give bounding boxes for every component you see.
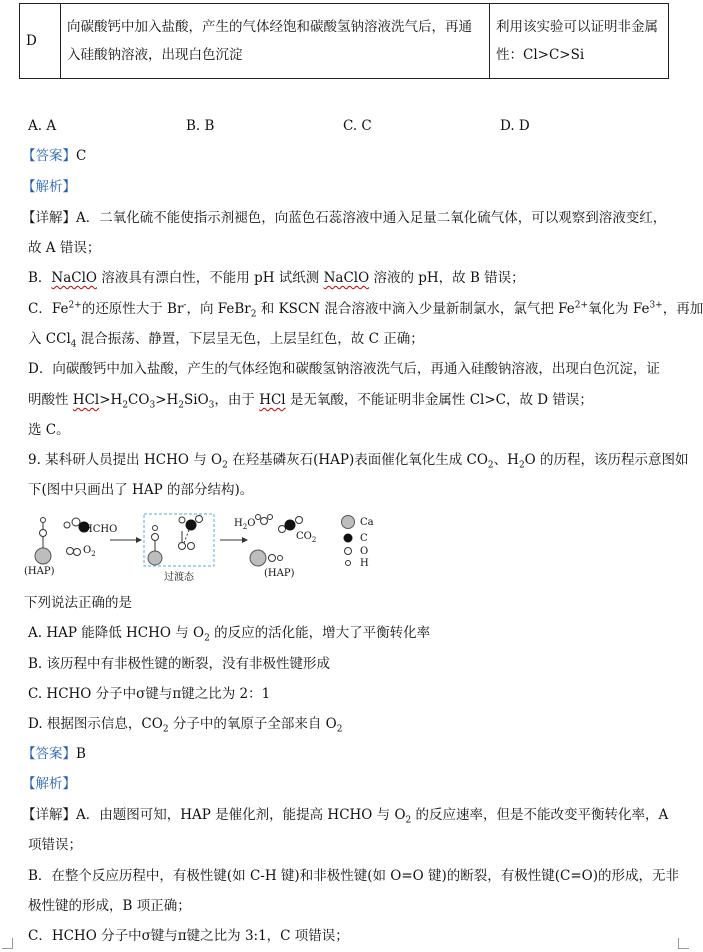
text: 分子中的氧原子全部来自 O xyxy=(168,716,337,732)
text: >H xyxy=(99,392,123,408)
analysis-tag: 【解析】 xyxy=(22,776,76,792)
text: 在羟基磷灰石(HAP)表面催化氧化生成 CO xyxy=(227,452,488,468)
text: O 的历程，该历程示意图如 xyxy=(524,452,689,468)
question-prompt: 下列说法正确的是 xyxy=(24,595,132,611)
subscript: 4 xyxy=(70,339,77,350)
detail-tag: 【详解】 xyxy=(22,210,76,226)
detail-tag: 【详解】 xyxy=(22,807,76,823)
h-atom xyxy=(278,556,283,561)
o-atom xyxy=(152,534,159,541)
h-atom xyxy=(256,515,261,520)
subscript: 2 xyxy=(178,400,185,411)
h-atom xyxy=(179,517,185,523)
h-atom xyxy=(64,522,70,528)
conclusion-cell xyxy=(490,4,669,79)
text: 的反应的活化能，增大了平衡转化率 xyxy=(209,625,431,641)
subscript: 3 xyxy=(149,400,156,411)
legend-c-label: C xyxy=(360,533,368,544)
text: 氧化为 Fe xyxy=(588,301,650,317)
subscript: 3 xyxy=(208,400,215,411)
detail-line xyxy=(28,300,703,318)
arrow-head xyxy=(242,537,248,543)
co2-label: $CO_2$ xyxy=(296,531,317,544)
text: HCl xyxy=(259,392,286,408)
text: A．由题图可知，HAP 是催化剂，能提高 HCHO 与 O xyxy=(76,807,406,823)
text: >H xyxy=(155,392,179,408)
answer-tag: 【答案】 xyxy=(22,746,76,762)
legend-h-symbol xyxy=(346,561,351,566)
superscript: 2+ xyxy=(68,300,82,311)
text: C．Fe xyxy=(28,301,69,317)
text: B． xyxy=(28,270,52,286)
text: 是无氧酸，不能证明非金属性 Cl>C，故 D 错误； xyxy=(285,392,593,408)
stage-reactants xyxy=(24,518,117,578)
conclusion-line: 利用该实验可以证明非金属 xyxy=(496,19,658,35)
o-atom xyxy=(269,555,276,562)
detail-line: B．在整个反应历程中，有极性键(如 C-H 键)和非极性键(如 O=O 键)的断裂，有极性键(C=O)的形成，无非 xyxy=(28,868,680,884)
c-atom xyxy=(186,520,197,531)
legend-c-symbol xyxy=(344,534,353,543)
detail-line: 极性键的形成，B 项正确； xyxy=(28,898,191,914)
legend xyxy=(342,516,374,570)
subscript: 2 xyxy=(336,724,343,735)
subscript: 2 xyxy=(162,724,169,735)
choice-b: B. B xyxy=(186,118,215,134)
c-atom xyxy=(285,520,296,531)
text: 明酸性 xyxy=(28,392,73,408)
text: D. 根据图示信息，CO xyxy=(28,716,163,732)
answer-value: B xyxy=(76,746,86,762)
o-atom xyxy=(40,530,47,537)
text: SiO xyxy=(184,392,209,408)
hap-label: (HAP) xyxy=(24,566,55,577)
o-atom xyxy=(196,516,203,523)
hap-label: (HAP) xyxy=(264,568,295,579)
stage-transition xyxy=(144,514,214,583)
page-corner-mark xyxy=(678,938,689,949)
stage-products xyxy=(234,515,316,580)
experiment-line: 向碳酸钙中加入盐酸，产生的气体经饱和碳酸氢钠溶液洗气后，再通 xyxy=(67,19,472,35)
conclusion-line: 性：Cl>C>Si xyxy=(496,47,585,63)
text: CO xyxy=(128,392,150,408)
text: 混合振荡、静置，下层呈无色，上层呈红色，故 C 正确； xyxy=(76,331,424,347)
choice-c: C. C xyxy=(343,118,372,134)
o-atom xyxy=(72,518,80,526)
h-atom xyxy=(268,515,273,520)
text: 、H xyxy=(493,452,519,468)
answer-tag: 【答案】 xyxy=(22,148,76,164)
subscript: 2 xyxy=(487,460,494,471)
detail-line xyxy=(22,806,668,824)
h2o-label: $H_2O$ xyxy=(234,518,256,531)
text: 溶液具有漂白性，不能用 pH 试纸测 xyxy=(97,270,324,286)
text: 入 CCl xyxy=(28,331,71,347)
question-stem xyxy=(28,451,689,469)
legend-ca-label: Ca xyxy=(360,517,374,528)
text: 溶液的 pH，故 B 错误； xyxy=(369,270,525,286)
o-atom xyxy=(296,517,303,524)
text: ，由于 xyxy=(214,392,260,408)
ca-atom xyxy=(250,550,266,566)
h-atom xyxy=(153,526,158,531)
subscript: 2 xyxy=(204,633,210,644)
text: NaClO xyxy=(323,270,370,286)
superscript: 2+ xyxy=(574,300,589,311)
table-row xyxy=(20,4,669,79)
subscript: 2 xyxy=(250,309,257,320)
o-atom xyxy=(279,526,286,533)
detail-line: C．HCHO 分子中σ键与π键之比为 3:1，C 项错误； xyxy=(28,928,349,944)
hcho-label: HCHO xyxy=(84,524,118,535)
o-atom xyxy=(261,518,268,525)
text: HCl xyxy=(72,392,100,408)
option-c: C. HCHO 分子中σ键与π键之比为 2：1 xyxy=(28,686,271,702)
legend-ca-symbol xyxy=(342,516,355,529)
o-atom xyxy=(179,543,186,550)
text: 和 KSCN 混合溶液中滴入少量新制氯水，氯气把 Fe xyxy=(256,301,575,317)
legend-o-label: O xyxy=(360,546,369,557)
o-atom xyxy=(67,548,74,555)
option-b: B. 该历程中有非极性键的断裂，没有非极性键形成 xyxy=(28,656,331,672)
choice-d: D. D xyxy=(500,118,530,134)
superscript: - xyxy=(183,300,187,311)
answer-value: C xyxy=(76,148,87,164)
analysis-tag: 【解析】 xyxy=(22,179,76,195)
legend-o-symbol xyxy=(345,548,352,555)
page-corner-mark xyxy=(2,938,13,949)
options-table xyxy=(19,3,669,79)
answer-line xyxy=(22,745,86,763)
mechanism-figure xyxy=(24,506,384,586)
option-a xyxy=(28,624,430,642)
choice-a: A. A xyxy=(28,118,57,134)
detail-text: A．二氧化硫不能使指示剂褪色，向蓝色石蕊溶液中通入足量二氧化硫气体，可以观察到溶液变红， xyxy=(76,210,667,226)
text: ，再加 xyxy=(662,301,703,317)
text: ，向 FeBr xyxy=(186,301,251,317)
detail-line xyxy=(28,391,593,409)
h-atom xyxy=(41,518,46,523)
answer-line xyxy=(22,147,86,165)
question-stem: 下(图中只画出了 HAP 的部分结构)。 xyxy=(28,482,254,498)
o2-label: $O_2$ xyxy=(83,545,96,558)
text: 的反应速率，但是不能改变平衡转化率，A xyxy=(411,807,669,823)
detail-line xyxy=(22,209,666,227)
detail-line xyxy=(28,269,525,287)
subscript: 2 xyxy=(222,460,228,471)
transition-label: 过渡态 xyxy=(164,572,194,583)
ca-atom xyxy=(148,551,162,565)
legend-h-label: H xyxy=(360,558,369,569)
o-atom xyxy=(188,543,195,550)
text: 9. 某科研人员提出 HCHO 与 O xyxy=(28,452,223,468)
subscript: 2 xyxy=(122,400,129,411)
experiment-cell xyxy=(61,4,490,79)
ca-atom xyxy=(35,548,51,564)
conclusion-line: 选 C。 xyxy=(28,422,70,438)
o-atom xyxy=(74,549,81,556)
detail-line xyxy=(28,330,424,348)
text: 的还原性大于 Br xyxy=(81,301,184,317)
text: A. HAP 能降低 HCHO 与 O xyxy=(28,625,205,641)
text: NaClO xyxy=(51,270,97,286)
detail-line: D．向碳酸钙中加入盐酸，产生的气体经饱和碳酸氢钠溶液洗气后，再通入硅酸钠溶液，出现白色沉淀，证 xyxy=(28,361,660,377)
subscript: 2 xyxy=(405,815,412,826)
superscript: 3+ xyxy=(649,300,663,311)
experiment-line: 入硅酸钠溶液，出现白色沉淀 xyxy=(67,47,243,63)
option-d xyxy=(28,715,342,733)
arrow-head xyxy=(136,537,142,543)
detail-line: 项错误； xyxy=(28,837,82,853)
row-label: D xyxy=(20,4,61,79)
subscript: 2 xyxy=(518,460,525,471)
detail-line: 故 A 错误； xyxy=(28,240,101,256)
